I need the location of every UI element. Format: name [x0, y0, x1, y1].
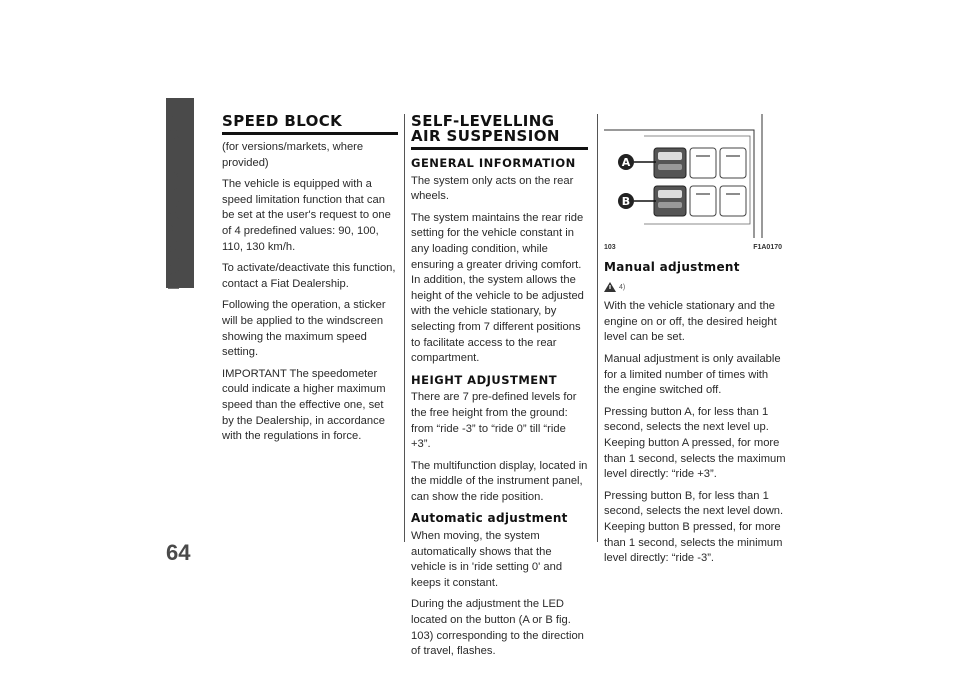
- paragraph: When moving, the system automatically shows that the vehicle is in 'ride setting 0' and keeps it constant.: [411, 530, 563, 589]
- paragraph: Manual adjustment is only available for a limited number of times with the engine switched off.: [604, 352, 781, 397]
- paragraph: The vehicle is equipped with a speed limitation function that can be set at the user's request to one of 4 predefined values: 90, 100, 110, 130 km/h.: [222, 178, 391, 253]
- callout-b: B: [621, 195, 631, 208]
- column-manual-adjustment: [604, 254, 786, 573]
- callout-a: A: [621, 156, 631, 169]
- heading-speed-block: SPEED BLOCK: [222, 114, 398, 135]
- warning-ref-text: 4): [619, 283, 626, 291]
- heading-manual-adjustment: Manual adjustment: [604, 260, 740, 274]
- heading-general-information: GENERAL INFORMATION: [411, 156, 576, 170]
- paragraph: During the adjustment the LED located on the button (A or B fig. 103) corresponding to the direction of travel, flashes.: [411, 598, 584, 658]
- paragraph: There are 7 pre-defined levels for the free height from the ground: from “ride -3” to “ride 0” till “ride +3”.: [411, 391, 577, 451]
- speed-block-subtitle: (for versions/markets, where provided): [222, 141, 364, 169]
- dashboard-buttons-illustration: [604, 114, 786, 238]
- figure-code: F1A0170: [753, 244, 782, 251]
- column-air-suspension: [411, 114, 588, 666]
- column-speed-block: [222, 114, 398, 451]
- paragraph: With the vehicle stationary and the engine on or off, the desired height level can be set.: [604, 300, 777, 344]
- page-number: 64: [166, 540, 191, 565]
- paragraph: Following the operation, a sticker will be applied to the windscreen showing the maximum speed setting.: [222, 299, 386, 359]
- heading-air-suspension: SELF-LEVELLING AIR SUSPENSION: [411, 114, 588, 150]
- paragraph: Pressing button A, for less than 1 second, selects the next level up. Keeping button A pressed, for more than 1 second, selects the maximum level directly: “ride +3”.: [604, 405, 786, 481]
- paragraph: The system only acts on the rear wheels.: [411, 174, 574, 203]
- heading-height-adjustment: HEIGHT ADJUSTMENT: [411, 372, 558, 387]
- column-divider: [597, 114, 598, 542]
- figure-caption: [604, 244, 786, 251]
- warning-icon: [604, 282, 616, 292]
- paragraph: IMPORTANT The speedometer could indicate a higher maximum speed than the effective one, set by the Dealership, in accordance with the regulations in force.: [222, 367, 386, 443]
- paragraph: To activate/deactivate this function, contact a Fiat Dealership.: [222, 262, 396, 290]
- figure-height-buttons: [604, 114, 786, 238]
- heading-automatic-adjustment: Automatic adjustment: [411, 511, 568, 526]
- figure-number: 103: [604, 244, 616, 251]
- column-divider: [404, 114, 405, 542]
- paragraph: The multifunction display, located in the middle of the instrument panel, can show the ride position.: [411, 459, 588, 503]
- section-title: KNOW YOUR VEHICLE: [166, 108, 183, 290]
- warning-reference: [604, 280, 625, 296]
- paragraph: The system maintains the rear ride setting for the vehicle constant in any loading condition, while ensuring a greater driving comfort. In addition, the system allows the height of the vehicle to be adjusted with the vehicle stationary, by selecting from 7 different positions to facilitate access to the rear compartment.: [411, 211, 584, 365]
- paragraph: Pressing button B, for less than 1 second, selects the next level down. Keeping button B pressed, for more than 1 second, selects the minimum level directly: “ride -3”.: [604, 489, 784, 565]
